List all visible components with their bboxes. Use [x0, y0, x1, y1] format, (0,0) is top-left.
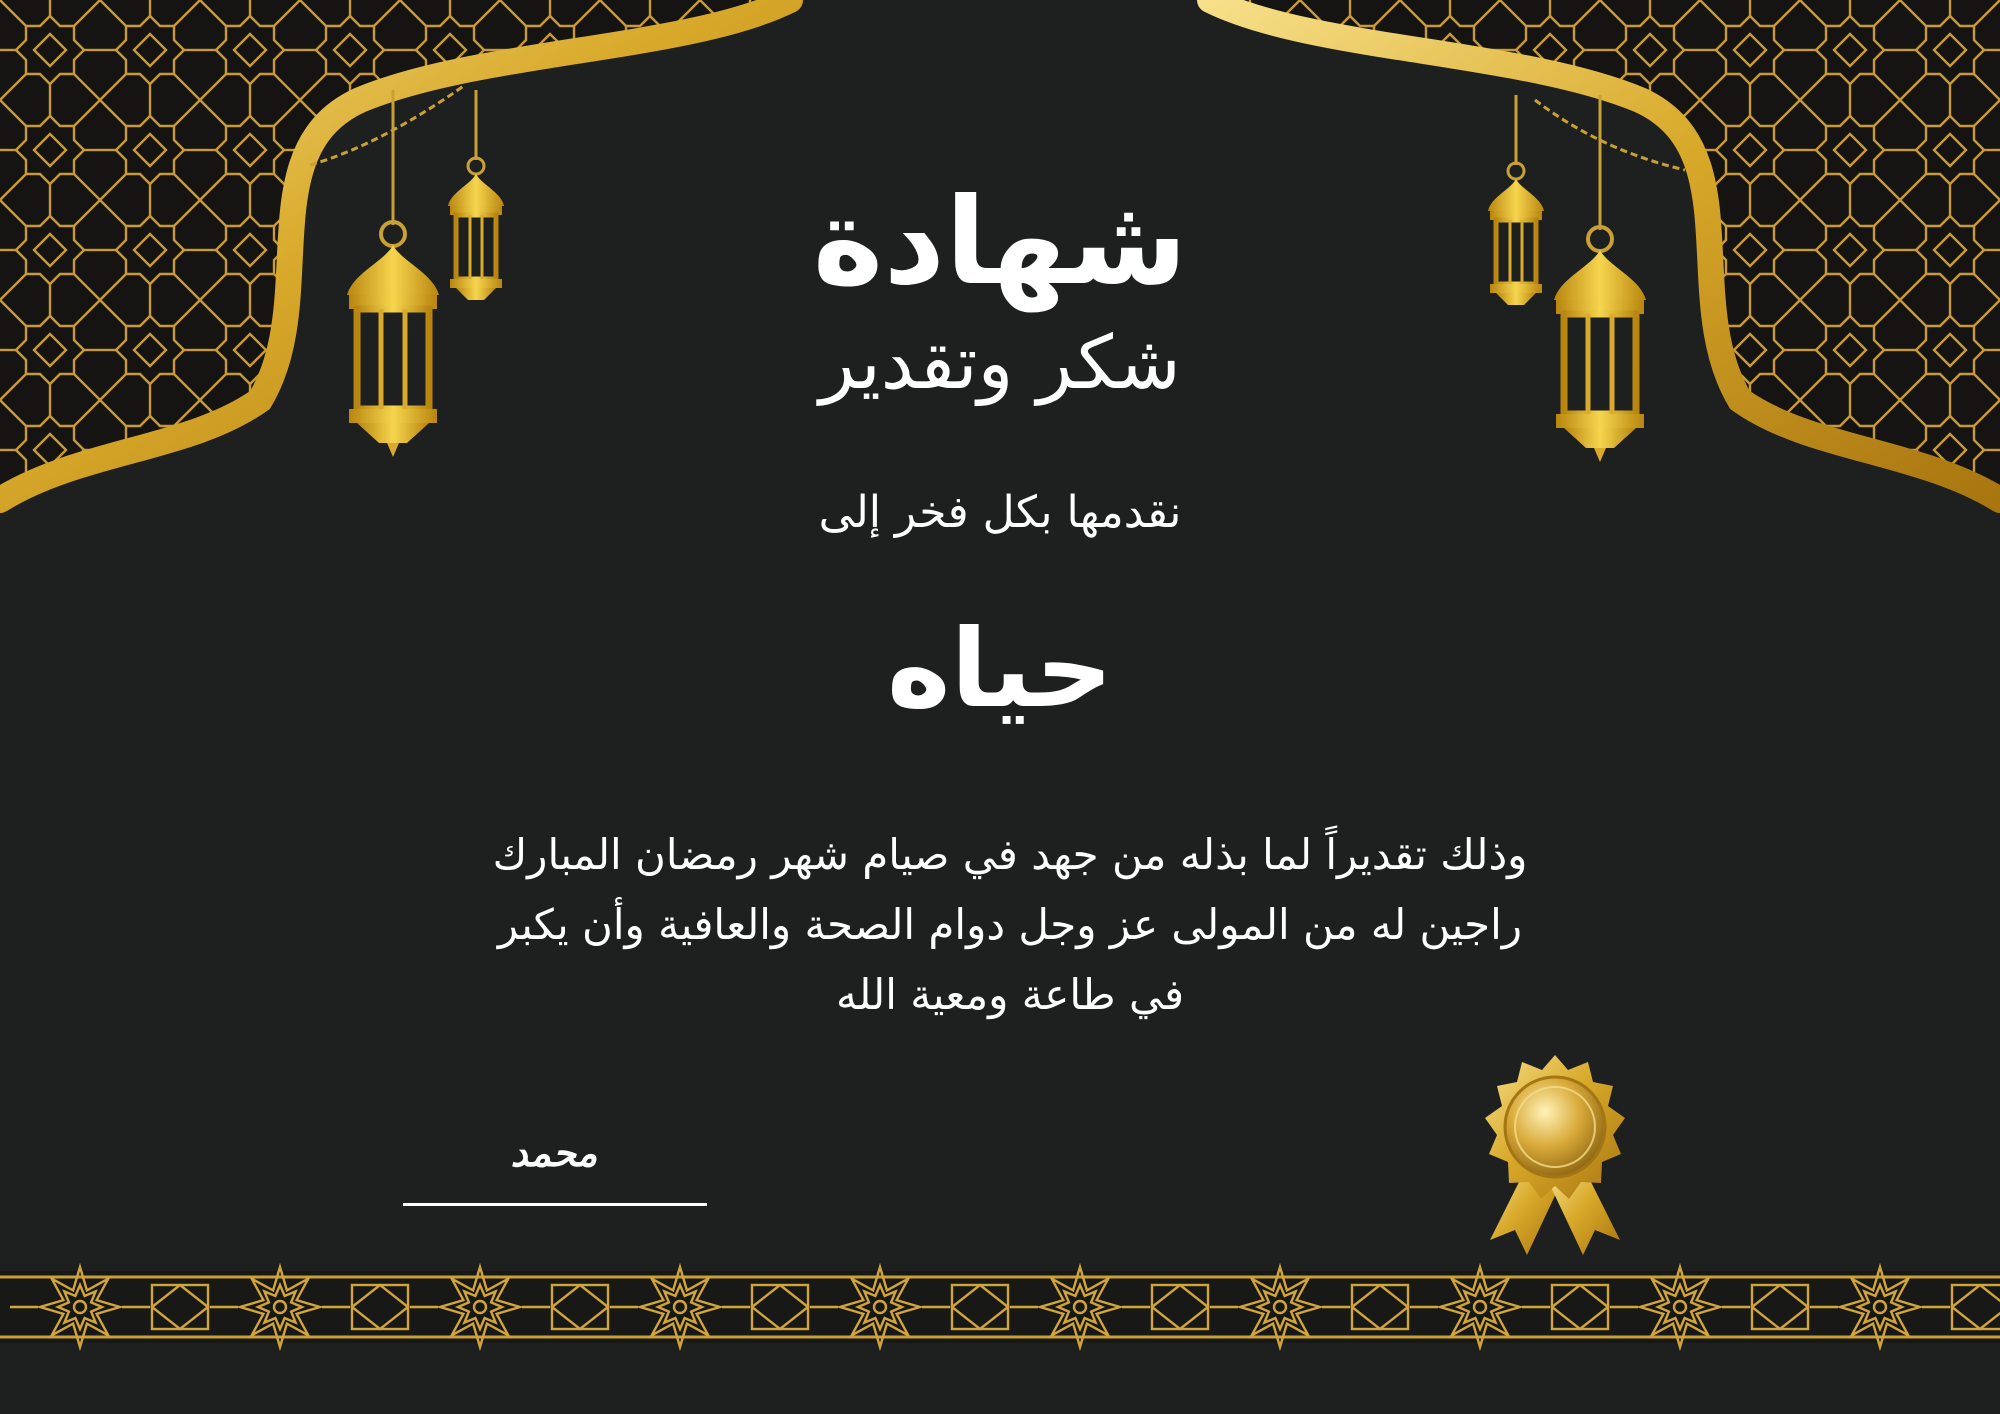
body-line: وذلك تقديراً لما بذله من جهد في صيام شهر رمضان المبارك [492, 830, 1528, 879]
presented-to-text: نقدمها بكل فخر إلى [818, 487, 1182, 538]
body-line: راجين له من المولى عز وجل دوام الصحة والعافية وأن يكبر [497, 900, 1523, 949]
body-line: في طاعة ومعية الله [835, 970, 1185, 1019]
recipient-name: حياه [886, 607, 1114, 732]
award-seal-icon [1485, 1055, 1625, 1255]
certificate-title: شهادة [812, 173, 1188, 312]
signature: محمد [510, 1130, 598, 1175]
certificate-body [400, 820, 1620, 1030]
certificate-subtitle: شكر وتقدير [819, 320, 1181, 406]
bottom-border-pattern [0, 1267, 2000, 1347]
signature-line [403, 1203, 707, 1206]
